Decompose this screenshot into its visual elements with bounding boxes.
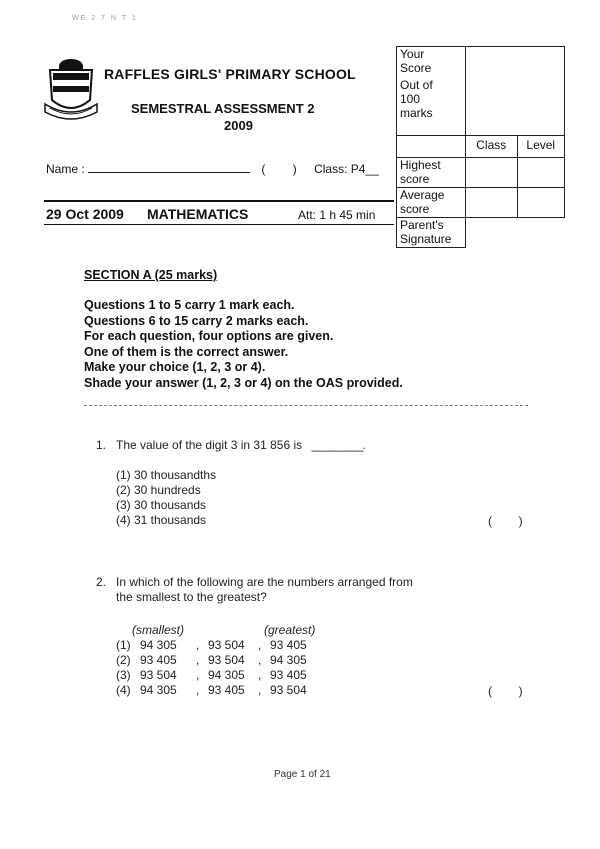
q2-option-num: (2) — [116, 653, 131, 667]
q2-comma: , — [196, 653, 200, 667]
exam-date: 29 Oct 2009 — [46, 206, 124, 222]
q2-comma: , — [196, 683, 200, 697]
q1-option[interactable]: (1) 30 thousandths — [116, 468, 217, 482]
index-paren-right: ) — [292, 162, 297, 176]
out-of-label: Out of — [400, 78, 433, 92]
average-label: Average score — [397, 188, 466, 218]
q2-option-second: 93 504 — [208, 638, 245, 652]
exam-subject: MATHEMATICS — [147, 206, 249, 222]
q2-options — [116, 638, 336, 698]
name-field[interactable] — [88, 161, 250, 173]
your-score-label: Your Score — [400, 47, 432, 75]
q1-number: 1. — [96, 438, 107, 452]
section-instructions — [84, 298, 403, 391]
q2-option-row[interactable] — [116, 653, 336, 668]
instruction-line: One of them is the correct answer. — [84, 344, 289, 359]
school-name: RAFFLES GIRLS' PRIMARY SCHOOL — [104, 66, 356, 82]
q2-number: 2. — [96, 575, 107, 589]
scan-mark: WE 2 7 N T 1 — [72, 15, 138, 22]
page-number: Page 1 of 21 — [274, 769, 331, 780]
instruction-line: Make your choice (1, 2, 3 or 4). — [84, 360, 266, 374]
q2-comma: , — [258, 668, 262, 682]
exam-duration: Att: 1 h 45 min — [298, 208, 376, 222]
highest-level — [517, 158, 564, 188]
parent-signature-space — [466, 218, 565, 248]
index-paren-left: ( — [261, 162, 266, 176]
q2-option-row[interactable] — [116, 638, 336, 653]
q2-greatest-label: (greatest) — [264, 623, 316, 637]
assessment-title: SEMESTRAL ASSESSMENT 2 — [131, 101, 315, 116]
section-title: SECTION A (25 marks) — [84, 268, 218, 282]
q2-option-third: 93 504 — [270, 683, 307, 697]
date-rule — [44, 224, 394, 225]
name-label: Name : — [46, 162, 85, 176]
class-col-header: Class — [466, 136, 518, 158]
average-level — [517, 188, 564, 218]
q2-option-first: 94 305 — [140, 683, 177, 697]
q2-option-row[interactable] — [116, 683, 336, 698]
instruction-line: Shade your answer (1, 2, 3 or 4) on the OAS provided. — [84, 375, 403, 390]
header-rule — [44, 200, 394, 202]
q1-option[interactable]: (2) 30 hundreds — [116, 483, 201, 497]
q1-stem — [116, 438, 365, 453]
average-class — [466, 188, 518, 218]
parent-signature-label: Parent's Signature — [397, 218, 466, 248]
q2-text-line1: In which of the following are the numbers arranged from — [116, 575, 413, 589]
instruction-line: For each question, four options are given. — [84, 329, 334, 343]
name-row — [46, 161, 379, 176]
q2-comma: , — [196, 638, 200, 652]
q2-comma: , — [258, 683, 262, 697]
instruction-line: Questions 1 to 5 carry 1 mark each. — [84, 298, 295, 312]
q2-option-num: (1) — [116, 638, 131, 652]
your-score-cell — [397, 47, 466, 136]
q1-answer-box[interactable]: ( ) — [488, 514, 523, 528]
q2-comma: , — [258, 638, 262, 652]
score-box — [396, 46, 565, 248]
q2-comma: , — [258, 653, 262, 667]
instruction-line: Questions 6 to 15 carry 2 marks each. — [84, 313, 309, 328]
q2-option-first: 94 305 — [140, 638, 177, 652]
highest-label: Highest score — [397, 158, 466, 188]
q2-option-third: 93 405 — [270, 638, 307, 652]
q2-option-row[interactable] — [116, 668, 336, 683]
q2-answer-box[interactable]: ( ) — [488, 684, 523, 698]
q2-smallest-label: (smallest) — [132, 623, 185, 637]
q1-option[interactable]: (3) 30 thousands — [116, 498, 207, 512]
q1-options — [116, 468, 216, 528]
q2-option-second: 93 504 — [208, 653, 245, 667]
q1-blank: _________. — [311, 438, 365, 452]
q2-stem — [116, 575, 413, 605]
out-of-value: 100 — [400, 92, 421, 106]
q1-text: The value of the digit 3 in 31 856 is — [116, 438, 303, 452]
q2-option-first: 93 405 — [140, 653, 177, 667]
level-col-header: Level — [517, 136, 564, 158]
class-label: Class: P4__ — [314, 162, 379, 176]
school-crest-icon — [42, 56, 100, 122]
section-divider — [84, 405, 528, 406]
q2-text-line2: the smallest to the greatest? — [116, 590, 267, 604]
q2-comma: , — [196, 668, 200, 682]
q1-option[interactable]: (4) 31 thousands — [116, 513, 207, 527]
q2-option-num: (4) — [116, 683, 131, 697]
q2-option-num: (3) — [116, 668, 131, 682]
q2-option-second: 94 305 — [208, 668, 245, 682]
q2-option-second: 93 405 — [208, 683, 245, 697]
assessment-year: 2009 — [224, 118, 253, 133]
marks-label: marks — [400, 106, 433, 120]
highest-class — [466, 158, 518, 188]
blank-header-cell — [397, 136, 466, 158]
q2-option-third: 94 305 — [270, 653, 307, 667]
q2-option-first: 93 504 — [140, 668, 177, 682]
your-score-value — [466, 47, 565, 136]
q2-option-third: 93 405 — [270, 668, 307, 682]
